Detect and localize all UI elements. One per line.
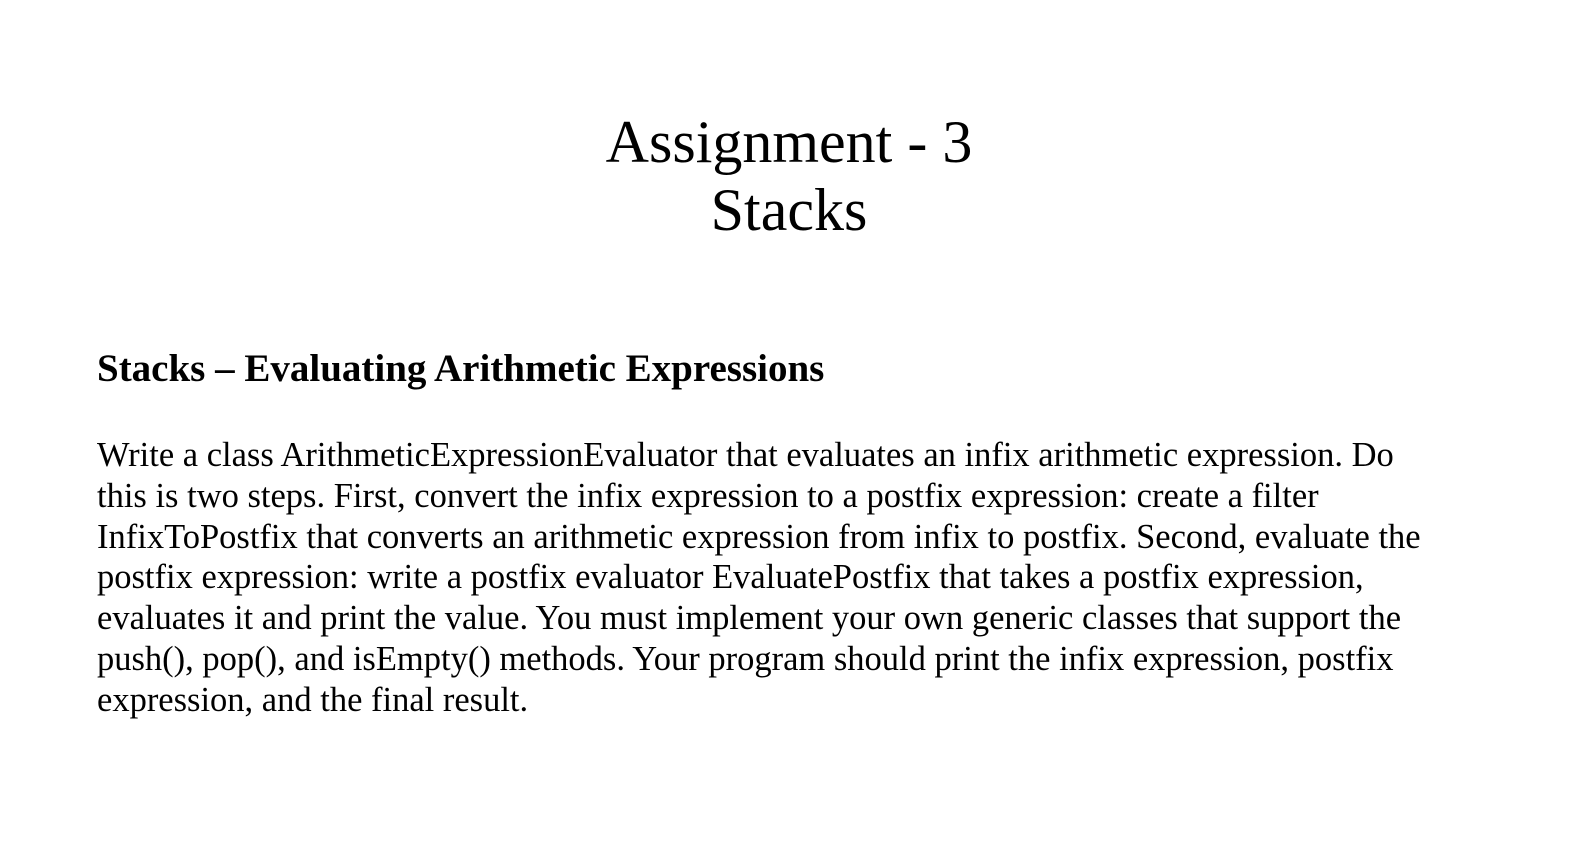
section-heading: Stacks – Evaluating Arithmetic Expressions: [97, 347, 825, 390]
assignment-description: [97, 435, 1497, 721]
description-line: push(), pop(), and isEmpty() methods. Your program should print the infix expression, postfix: [97, 639, 1394, 678]
description-line: this is two steps. First, convert the infix expression to a postfix expression: create a filter: [97, 476, 1319, 515]
description-line: evaluates it and print the value. You must implement your own generic classes that support the: [97, 599, 1402, 638]
description-line: Write a class ArithmeticExpressionEvaluator that evaluates an infix arithmetic expression. Do: [97, 436, 1394, 474]
description-line: postfix expression: write a postfix evaluator EvaluatePostfix that takes a postfix expression,: [97, 558, 1364, 597]
description-line: expression, and the final result.: [97, 680, 529, 719]
title-line-topic: Stacks: [710, 177, 868, 243]
description-line: InfixToPostfix that converts an arithmetic expression from infix to postfix. Second, evaluate the: [97, 517, 1421, 556]
title-line-assignment: Assignment - 3: [605, 109, 973, 175]
document-title: [0, 108, 1578, 244]
